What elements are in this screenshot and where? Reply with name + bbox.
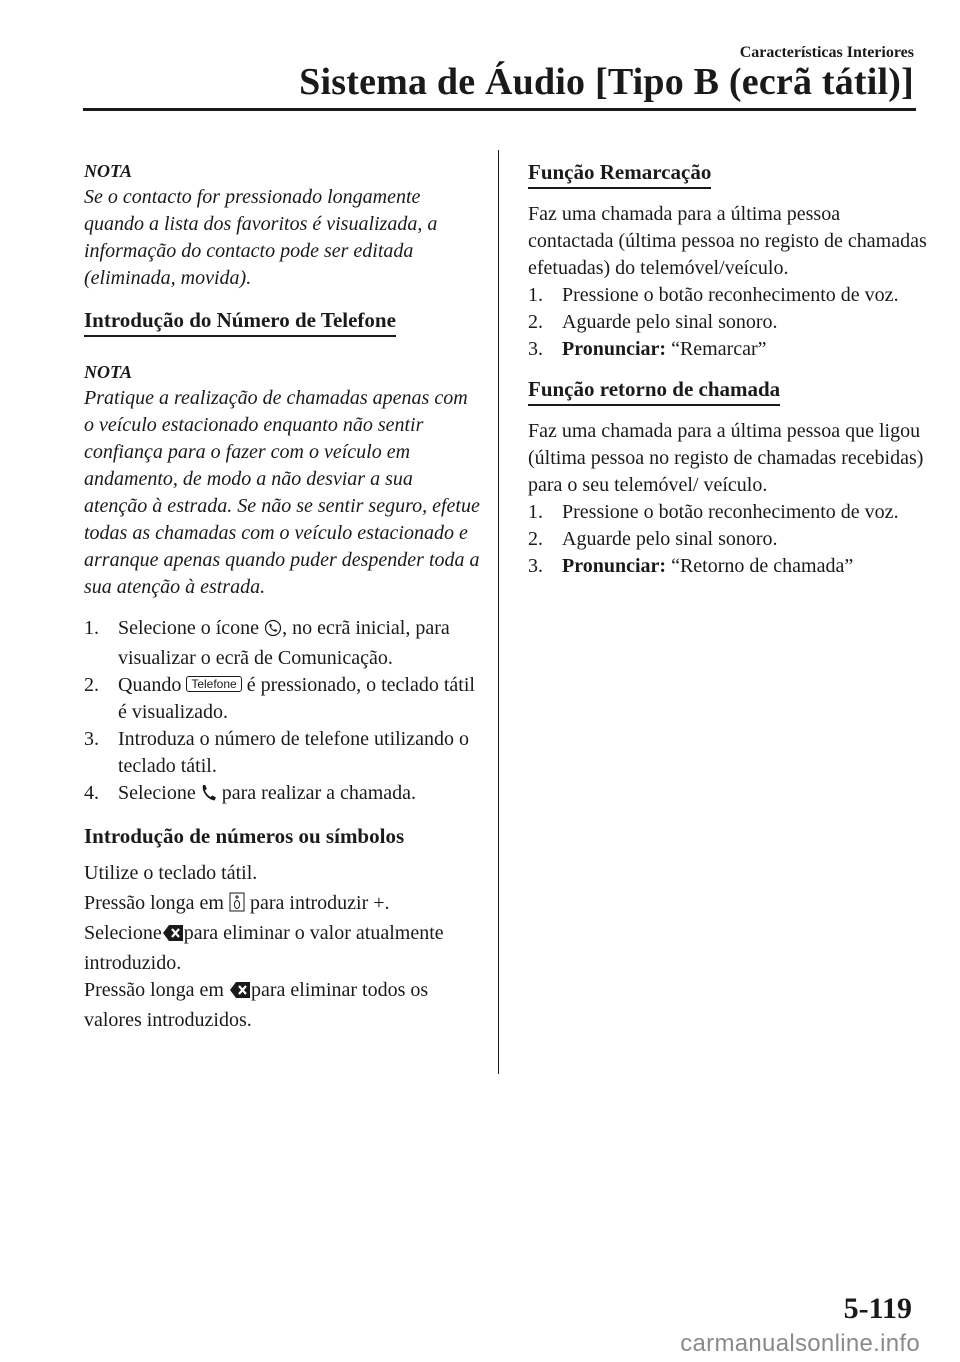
step-number: 2. [528, 528, 543, 550]
backspace-icon [162, 923, 184, 950]
step-text: Quando [118, 674, 182, 696]
paragraph: Utilize o teclado tátil. [84, 862, 258, 884]
step-keyword: Pronunciar: [562, 555, 667, 577]
step-text: Selecione o ícone [118, 617, 260, 639]
right-column [528, 158, 928, 580]
step-text: “Remarcar” [671, 338, 767, 360]
column-divider [498, 150, 499, 1074]
step-item [528, 309, 928, 336]
backspace-icon [229, 980, 251, 1007]
step-text: Aguarde pelo sinal sonoro. [562, 311, 778, 333]
step-text: é pressionado, o teclado tátil é visualizado. [118, 674, 475, 723]
page-number: 5-119 [843, 1292, 912, 1325]
step-number: 3. [528, 555, 543, 577]
step-text: para realizar a chamada. [221, 782, 417, 804]
step-item [84, 780, 480, 810]
watermark: carmanualsonline.info [680, 1330, 920, 1357]
section-heading-redial: Função Remarcação [528, 158, 711, 189]
step-item [528, 553, 928, 580]
telefone-button: Telefone [186, 676, 241, 692]
note-label: NOTA [84, 161, 133, 181]
paragraph: Pressão longa em para eliminar todos os valores introduzidos. [84, 979, 429, 1031]
call-icon [201, 783, 217, 810]
step-text: Introduza o número de telefone utilizando o teclado tátil. [118, 728, 469, 777]
step-item [84, 615, 480, 672]
step-item [84, 726, 480, 780]
step-text: Pressione o botão reconhecimento de voz. [562, 284, 899, 306]
paragraph: Faz uma chamada para a última pessoa contactada (última pessoa no registo de chamadas efetuadas) do telemóvel/veículo. [528, 203, 927, 279]
zero-plus-key-icon [229, 892, 245, 920]
paragraph: Pressão longa em para introduzir +. [84, 890, 480, 920]
note-text: Pratique a realização de chamadas apenas com o veículo estacionado enquanto não sentir confiança para o fazer com o veículo em andamento, de modo a não desviar a sua atenção à estrada. Se não se sentir seguro, efetue todas as chamadas com o veículo estacionado e arranque apenas quando puder despender toda a sua atenção à estrada. [84, 387, 480, 598]
left-column [84, 158, 480, 1034]
step-number: 2. [528, 311, 543, 333]
step-text: Pressione o botão reconhecimento de voz. [562, 501, 899, 523]
step-number: 3. [528, 338, 543, 360]
step-list [528, 282, 928, 363]
header-kicker: Características Interiores [739, 44, 914, 61]
step-number: 3. [84, 728, 99, 750]
step-item [528, 499, 928, 526]
step-number: 1. [528, 284, 543, 306]
note-text: Se o contacto for pressionado longamente quando a lista dos favoritos é visualizada, a informação do contacto pode ser editada (eliminada, movida). [84, 186, 438, 289]
step-number: 4. [84, 782, 99, 804]
step-text: Selecione [118, 782, 196, 804]
paragraph: Faz uma chamada para a última pessoa que ligou (última pessoa no registo de chamadas recebidas) para o seu telemóvel/ veículo. [528, 420, 924, 496]
section-heading-phone-number: Introdução do Número de Telefone [84, 306, 396, 337]
step-item [528, 282, 928, 309]
step-item [528, 526, 928, 553]
step-text: , no ecrã inicial, para visualizar o ecrã de Comunicação. [118, 617, 450, 669]
step-list [84, 615, 480, 810]
note-label: NOTA [84, 362, 133, 382]
step-keyword: Pronunciar: [562, 338, 667, 360]
step-number: 2. [84, 674, 99, 696]
paragraph: Selecione para eliminar o valor atualmente introduzido. [84, 922, 444, 974]
step-number: 1. [84, 617, 99, 639]
subheading-numbers-symbols: Introdução de números ou símbolos [84, 824, 405, 848]
phone-screen-icon [264, 618, 282, 645]
step-item [84, 672, 480, 726]
step-number: 1. [528, 501, 543, 523]
page-title: Sistema de Áudio [Tipo B (ecrã tátil)] [299, 61, 914, 103]
header-rule [83, 108, 916, 111]
step-list [528, 499, 928, 580]
step-text: Aguarde pelo sinal sonoro. [562, 528, 778, 550]
step-item [528, 336, 928, 363]
step-text: “Retorno de chamada” [671, 555, 854, 577]
section-heading-callback: Função retorno de chamada [528, 375, 780, 406]
